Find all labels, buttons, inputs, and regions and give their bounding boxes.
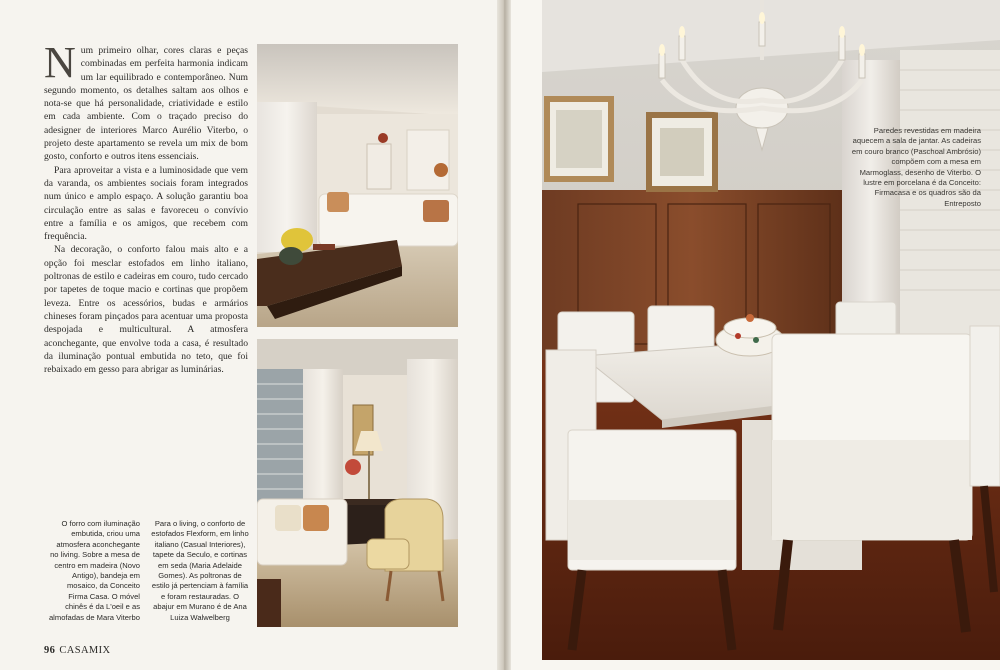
article-body — [44, 38, 248, 376]
magazine-name: CASAMIX — [59, 645, 111, 656]
right-page — [511, 0, 1000, 670]
caption-living-room: Para o living, o conforto de estofados Flexform, em linho italiano (Casual Interiores), tapete da Seculo, e cortinas em seda (Maria Adelaide Gomes). As poltronas de estilo já pertenciam à família e foram restauradas. O abajur em Murano é de Ana Luiza Walwelberg — [151, 519, 249, 622]
caption-dining-room: Paredes revestidas em madeira aquecem a sala de jantar. As cadeiras em couro branco (Paschoal Ambrósio) compõem com a mesa em Marmoglass, desenho de Viterbo. O lustre em porcelana é da Conceito: Firmacasa e os quadros são da Entreposto — [851, 126, 981, 208]
article-paragraph-2: Para aproveitar a vista e a luminosidade que vem da varanda, os ambientes sociais foram integrados num único e amplo espaço. A solução garantiu boa circulação entre as salas e favoreceu o convívio entre a família e os amigos, que recebem com frequência. — [44, 164, 248, 243]
page-gutter — [497, 0, 511, 670]
living-room-photo — [257, 44, 458, 327]
caption-ceiling-lighting: O forro com iluminação embutida, criou uma atmosfera aconchegante no living. Sobre a mesa de centro em madeira (Novo Antigo), bandeja em mosaico, da Conceito Firma Casa. O móvel chinês é da L'oeil e as almofadas de Mara Viterbo — [48, 519, 140, 622]
dining-room-photo — [542, 0, 1000, 660]
dining-room-illustration — [542, 0, 1000, 660]
armchair-corner-photo — [257, 339, 458, 627]
armchair-corner-illustration — [257, 339, 458, 627]
article-paragraph-3: Na decoração, o conforto falou mais alto e a opção foi mesclar estofados em linho italiano, poltronas de estilo e cadeiras em couro, tudo cercado por tapetes de toque macio e cortinas que propõem leveza. Entre os acessórios, budas e armários chineses foram pinçados para acentuar uma proposta despojada e multicultural. A atmosfera aconchegante, que envolve toda a casa, é resultado da iluminação pontual embutida no teto, que foi rebaixado em gesso para abrigar as luminárias. — [44, 244, 248, 376]
drop-cap: N — [44, 38, 76, 87]
paragraph-1-text: um primeiro olhar, cores claras e peças combinadas em perfeita harmonia indicam um lar equilibrado e contemporâneo. Num segundo momento, os detalhes saltam aos olhos e nota-se que há personalidade, criatividade e estilo em cada ambiente. Com o traçado preciso do adesigner de interiores Marco Aurélio Viterbo, o projeto deste apartamento se revela um mix de bom gosto, conforto e outros itens essenciais. — [44, 45, 248, 163]
folio — [44, 645, 111, 656]
page-number: 96 — [44, 645, 56, 656]
living-room-illustration — [257, 44, 458, 327]
article-paragraph-1 — [44, 38, 248, 164]
